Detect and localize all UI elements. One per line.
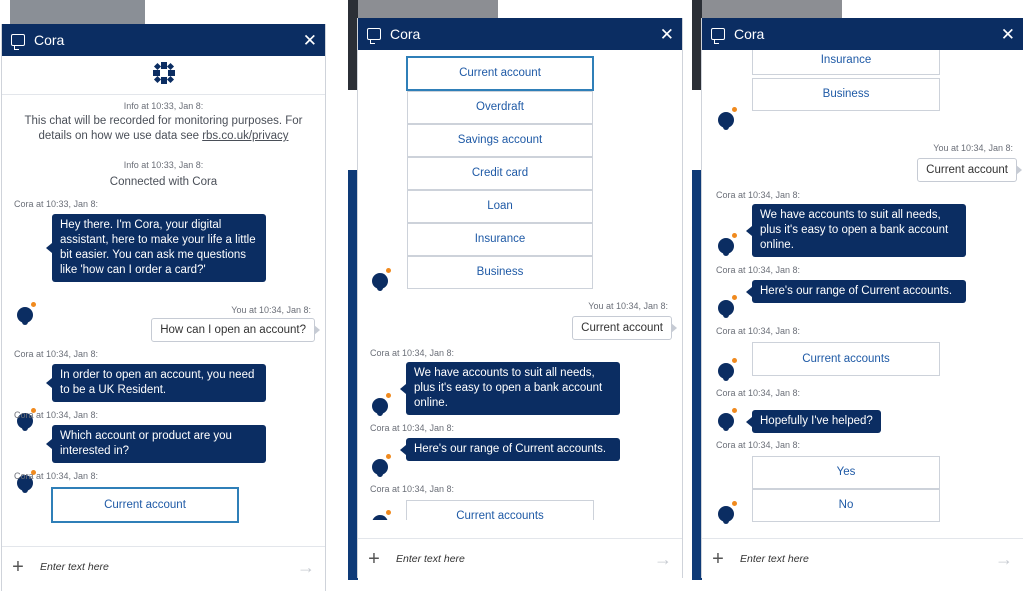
option-overdraft[interactable]: Overdraft [407,91,593,124]
cora-avatar-icon [16,302,36,324]
message-input[interactable]: Enter text here [396,553,465,565]
privacy-notice [12,114,315,144]
message-meta: You at 10:34, Jan 8: [588,301,668,311]
option-yes[interactable]: Yes [752,456,940,489]
chat-body [358,50,682,520]
divider [2,94,325,95]
background-photo-right-top [702,0,842,18]
user-message: Current account [572,316,672,340]
cora-avatar-icon [717,107,737,129]
user-message: Current account [917,158,1017,182]
input-bar [2,546,325,587]
plus-icon[interactable]: + [712,547,724,570]
chat-titlebar [2,24,325,56]
plus-icon[interactable]: + [12,555,24,578]
privacy-line-2: details on how we use data see [38,130,203,142]
option-business[interactable]: Business [752,78,940,111]
cora-avatar-icon [717,358,737,380]
option-savings-account[interactable]: Savings account [407,124,593,157]
chat-window-2 [357,18,683,578]
message-input[interactable]: Enter text here [40,561,109,573]
chat-body [702,50,1023,538]
option-insurance[interactable]: Insurance [752,50,940,75]
chat-icon [11,34,25,46]
message-meta: Cora at 10:34, Jan 8: [370,348,455,358]
plus-icon[interactable]: + [368,547,380,570]
cora-avatar-icon [717,233,737,255]
chat-title: Cora [734,26,765,42]
message-meta: Cora at 10:34, Jan 8: [370,423,455,433]
input-bar [358,538,682,578]
background-photo-left [10,0,145,24]
send-arrow-icon[interactable]: → [995,548,1013,569]
bot-message: Here's our range of Current accounts. [752,280,966,303]
message-meta: Cora at 10:34, Jan 8: [716,440,801,450]
chat-body [2,56,325,546]
privacy-link[interactable]: rbs.co.uk/privacy [202,130,289,142]
chat-titlebar [702,18,1023,50]
option-no[interactable]: No [752,489,940,522]
chat-icon [711,28,725,40]
chat-titlebar [358,18,682,50]
rbs-logo-icon [152,61,176,85]
chat-title: Cora [34,32,65,48]
cora-avatar-icon [371,268,391,290]
bot-message: We have accounts to suit all needs, plus it's easy to open a bank account online. [406,362,620,415]
cora-avatar-icon [371,393,391,415]
chat-window-1 [1,24,326,591]
user-message: How can I open an account? [151,318,315,342]
message-meta: Cora at 10:34, Jan 8: [14,349,99,359]
message-meta: Cora at 10:34, Jan 8: [716,265,801,275]
message-meta: Cora at 10:34, Jan 8: [716,326,801,336]
option-business[interactable]: Business [407,256,593,289]
close-button[interactable]: ✕ [302,30,317,50]
message-meta: Cora at 10:34, Jan 8: [370,484,455,494]
chat-window-3 [701,18,1023,578]
send-arrow-icon[interactable]: → [297,556,315,577]
cora-avatar-icon [371,510,391,520]
privacy-line-1: This chat will be recorded for monitoring purposes. For [24,115,303,127]
cora-avatar-icon [717,408,737,430]
chat-title: Cora [390,26,421,42]
option-insurance[interactable]: Insurance [407,223,593,256]
connected-status: Connected with Cora [109,176,218,188]
bot-message: We have accounts to suit all needs, plus it's easy to open a bank account online. [752,204,966,257]
bot-message: Hey there. I'm Cora, your digital assistant, here to make your life a little bit easier. You can ask me questions like 'how can I order a card?' [52,214,266,282]
option-credit-card[interactable]: Credit card [407,157,593,190]
send-arrow-icon[interactable]: → [654,548,672,569]
bot-message: Here's our range of Current accounts. [406,438,620,461]
message-meta: Cora at 10:34, Jan 8: [716,190,801,200]
close-button[interactable]: ✕ [659,24,674,44]
option-current-accounts[interactable]: Current accounts [406,500,594,520]
message-input[interactable]: Enter text here [740,553,809,565]
message-meta: Cora at 10:34, Jan 8: [716,388,801,398]
option-current-accounts[interactable]: Current accounts [752,342,940,376]
option-current-account[interactable]: Current account [51,487,239,523]
message-meta: Cora at 10:34, Jan 8: [14,471,99,481]
info-meta: Info at 10:33, Jan 8: [123,101,204,111]
chat-icon [367,28,381,40]
message-meta: Cora at 10:34, Jan 8: [14,410,99,420]
bot-message: Which account or product are you interested in? [52,425,266,463]
message-meta: Cora at 10:33, Jan 8: [14,199,99,209]
close-button[interactable]: ✕ [1000,24,1015,44]
bot-message: Hopefully I've helped? [752,410,881,433]
message-meta: You at 10:34, Jan 8: [933,143,1013,153]
message-meta: You at 10:34, Jan 8: [231,305,311,315]
option-current-account[interactable]: Current account [406,56,594,91]
cora-avatar-icon [371,454,391,476]
info-meta: Info at 10:33, Jan 8: [123,160,204,170]
bot-message: In order to open an account, you need to be a UK Resident. [52,364,266,402]
cora-avatar-icon [717,501,737,523]
cora-avatar-icon [717,295,737,317]
option-loan[interactable]: Loan [407,190,593,223]
background-photo-middle-top [358,0,498,18]
input-bar [702,538,1023,578]
